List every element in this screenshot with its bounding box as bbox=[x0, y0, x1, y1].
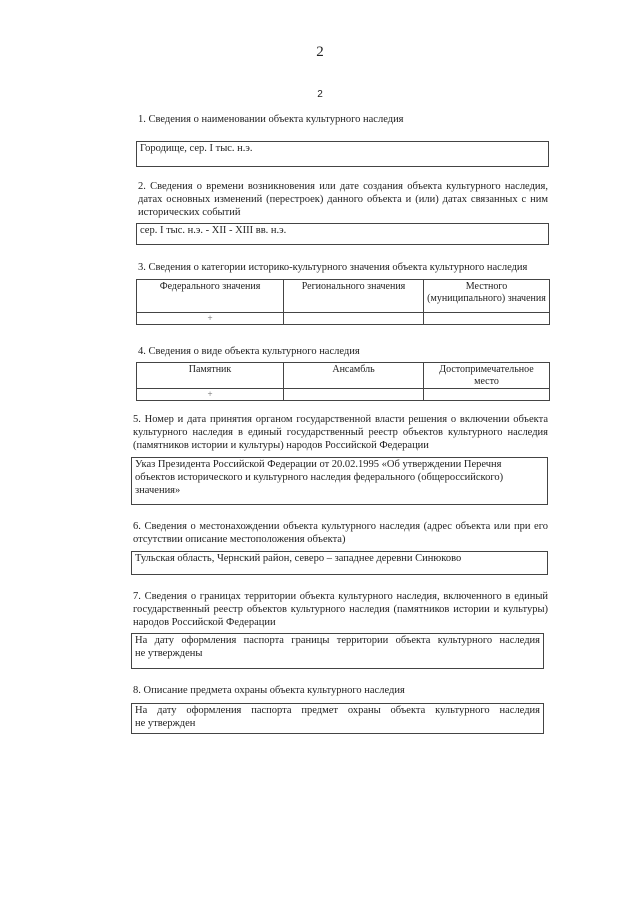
page-number: 2 bbox=[316, 44, 324, 60]
type-ensemble-header: Ансамбль bbox=[284, 363, 424, 389]
type-table bbox=[136, 362, 550, 401]
section-6-line: 6. Сведения о местонахождении объекта культурного наследия (адрес объекта или при его bbox=[133, 521, 548, 532]
section-7-value-line: не утверждены bbox=[135, 647, 203, 659]
section-7-heading bbox=[133, 591, 548, 629]
category-regional-mark bbox=[284, 313, 424, 325]
section-7-line: народов Российской Федерации bbox=[133, 616, 276, 628]
section-7-value-box bbox=[131, 633, 544, 669]
section-8-title: 8. Описание предмета охраны объекта культурного наследия bbox=[133, 685, 405, 696]
section-4-title: 4. Сведения о виде объекта культурного наследия bbox=[138, 346, 360, 357]
type-ensemble-mark bbox=[284, 389, 424, 401]
section-7-line: 7. Сведения о границах территории объекта культурного наследия, включенного в единый bbox=[133, 591, 548, 602]
section-2-value: сер. I тыс. н.э. - XII - XIII вв. н.э. bbox=[140, 225, 287, 236]
section-6-line: отсутствии описание местоположения объекта) bbox=[133, 533, 346, 545]
section-5-value-box bbox=[131, 457, 548, 505]
section-1-value: Городище, сер. I тыс. н.э. bbox=[140, 143, 253, 154]
section-2-heading bbox=[138, 181, 548, 219]
section-2-value-box bbox=[136, 223, 549, 245]
type-monument-header: Памятник bbox=[137, 363, 284, 389]
section-1-title: 1. Сведения о наименовании объекта культурного наследия bbox=[138, 114, 404, 125]
section-5-heading bbox=[133, 414, 548, 452]
category-federal-mark: + bbox=[137, 313, 284, 325]
section-2-line: исторических событий bbox=[138, 206, 241, 218]
section-8-value-line: не утвержден bbox=[135, 717, 196, 729]
section-2-line: датах основных изменений (перестроек) данного объекта и (или) датах связанных с ним bbox=[138, 193, 548, 205]
section-5-value-line: объектов исторического и культурного наследия федерального (общероссийского) bbox=[135, 471, 504, 483]
type-monument-mark: + bbox=[137, 389, 284, 401]
section-1-value-box bbox=[136, 141, 549, 167]
section-6-heading bbox=[133, 521, 548, 547]
category-local-mark bbox=[424, 313, 550, 325]
section-2-line: 2. Сведения о времени возникновения или дате создания объекта культурного наследия, bbox=[138, 181, 548, 192]
category-regional-header: Регионального значения bbox=[284, 280, 424, 313]
section-5-value-line: Указ Президента Российской Федерации от 20.02.1995 «Об утверждении Перечня bbox=[135, 459, 502, 470]
section-5-line: (памятников истории и культуры) народов Российской Федерации bbox=[133, 439, 429, 451]
section-3-title: 3. Сведения о категории историко-культурного значения объекта культурного наследия bbox=[138, 262, 528, 273]
section-6-value-box bbox=[131, 551, 548, 575]
category-table bbox=[136, 279, 550, 325]
section-6-value: Тульская область, Чернский район, северо – западнее деревни Синюково bbox=[135, 553, 462, 564]
type-site-header: Достопримечательное место bbox=[424, 363, 550, 389]
section-7-value-line: На дату оформления паспорта границы территории объекта культурного наследия bbox=[135, 635, 540, 646]
section-5-line: культурного наследия в единый государственный реестр объектов культурного наследия bbox=[133, 426, 548, 438]
type-site-mark bbox=[424, 389, 550, 401]
section-7-line: государственный реестр объектов культурного наследия (памятников истории и культуры) bbox=[133, 603, 548, 615]
section-5-line: 5. Номер и дата принятия органом государственной власти решения о включении объекта bbox=[133, 414, 548, 425]
section-8-value-line: На дату оформления паспорта предмет охраны объекта культурного наследия bbox=[135, 705, 540, 716]
page-number-small: 2 bbox=[317, 89, 323, 100]
category-local-header: Местного (муниципального) значения bbox=[424, 280, 550, 313]
category-federal-header: Федерального значения bbox=[137, 280, 284, 313]
section-8-value-box bbox=[131, 703, 544, 734]
section-5-value-line: значения» bbox=[135, 484, 181, 496]
